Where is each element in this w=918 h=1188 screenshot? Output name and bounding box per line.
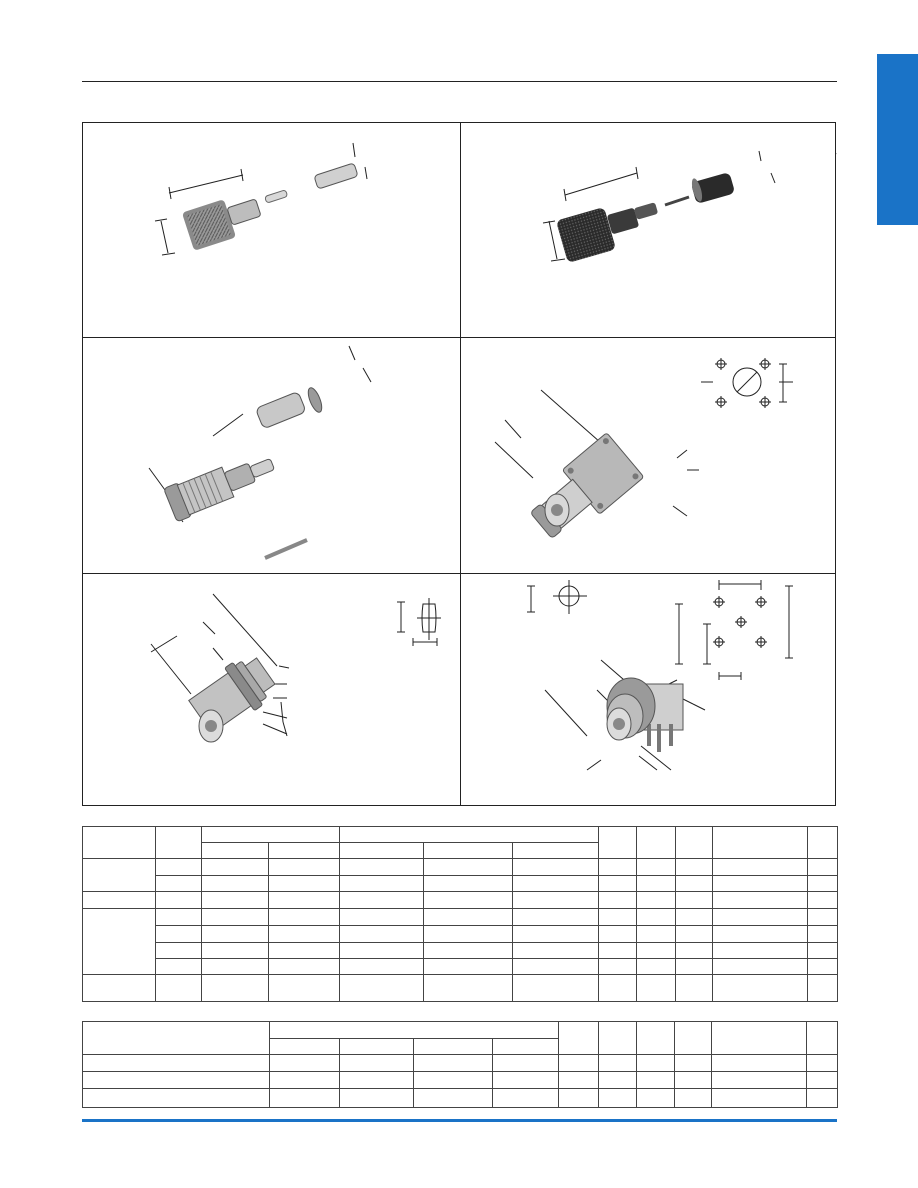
table-row <box>83 892 838 909</box>
footer-rule <box>82 1119 837 1122</box>
figure-jack-ferrule <box>83 338 460 573</box>
table-row <box>83 909 838 926</box>
figure-grid <box>82 122 836 806</box>
table-row <box>83 1072 838 1089</box>
table-row <box>83 926 838 943</box>
header-rule <box>82 81 837 82</box>
table-row <box>83 943 838 959</box>
figure-pcb-receptacle <box>461 574 837 807</box>
figure-knurled-plug <box>461 123 837 337</box>
table-row <box>83 975 838 1002</box>
figure-bulkhead-receptacle <box>83 574 460 807</box>
figure-plug-crimp <box>83 123 460 337</box>
table-header-row <box>83 1022 838 1039</box>
table-header-row <box>83 827 838 843</box>
flange-receptacle-icon <box>461 338 837 573</box>
pcb-receptacle-icon <box>461 574 837 807</box>
table-row <box>83 1089 838 1108</box>
connector-plug-icon <box>461 123 837 337</box>
table-row <box>83 876 838 892</box>
spec-table-1 <box>82 826 838 1002</box>
section-tab <box>877 54 918 225</box>
table-row <box>83 1055 838 1072</box>
connector-jack-icon <box>83 338 460 573</box>
bulkhead-receptacle-icon <box>83 574 460 807</box>
table-row <box>83 859 838 876</box>
spec-table-2 <box>82 1021 838 1108</box>
figure-flange-receptacle <box>461 338 837 573</box>
connector-plug-icon <box>83 123 460 337</box>
table-row <box>83 959 838 975</box>
